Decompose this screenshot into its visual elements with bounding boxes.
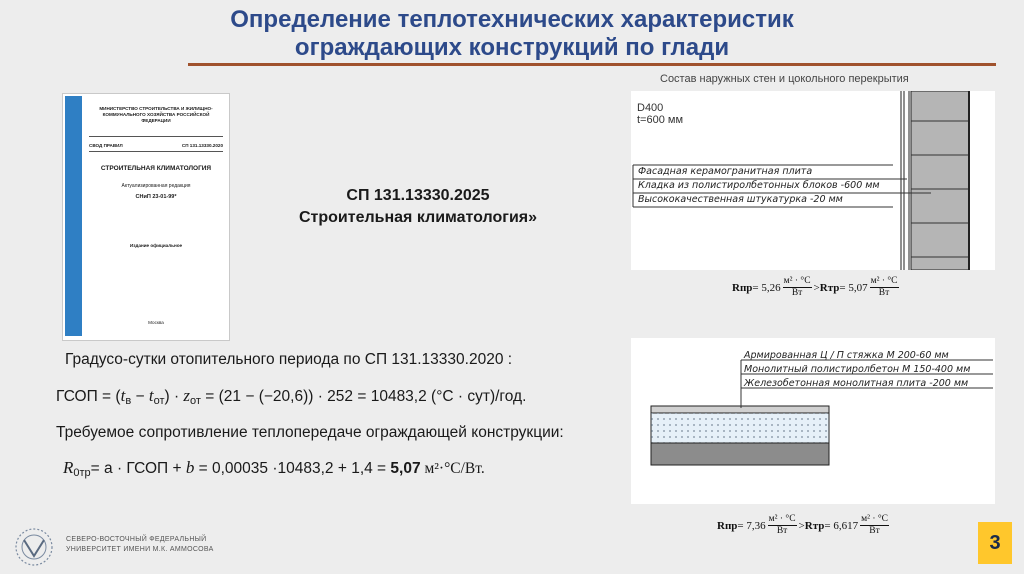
cover-code-right: СП 131.13330.2020 (181, 143, 223, 148)
university-name-line1: СЕВЕРО-ВОСТОЧНЫЙ ФЕДЕРАЛЬНЫЙ (66, 536, 207, 543)
wall-density: D400 (637, 102, 664, 114)
floor-resistance-formula (717, 514, 891, 537)
wall-layer-1: Фасадная керамогранитная плита (638, 166, 813, 177)
floor-unit-num: м² · °С (768, 514, 796, 524)
wall-density-label (637, 102, 683, 126)
floor-layer-2: Монолитный полистиролбетон М 150-400 мм (744, 364, 971, 375)
minus-sign: − (131, 388, 149, 405)
cover-divider (89, 136, 223, 137)
z-ot-subscript: от (190, 395, 201, 407)
floor-unit-den-2: Вт (869, 526, 880, 536)
floor-unit-fraction-2 (860, 514, 889, 537)
page-number-badge: 3 (978, 522, 1012, 564)
multiply-sign: ) · (164, 388, 184, 405)
t-ot-symbol: t (148, 386, 154, 405)
slide-title-line2: ограждающих конструкций по глади (294, 34, 730, 61)
wall-unit-den-2: Вт (878, 288, 890, 298)
university-name-line2: УНИВЕРСИТЕТ ИМЕНИ М.К. АММОСОВА (66, 546, 214, 553)
cover-code-left: СВОД ПРАВИЛ (89, 143, 123, 148)
floor-r-tr-value: = 6,617 (824, 519, 859, 532)
r0-value: 5,07 (390, 460, 421, 477)
wall-layer-3: Высококачественная штукатурка -20 мм (638, 194, 843, 205)
university-name (66, 535, 214, 555)
slide-title-line1: Определение теплотехнических характеристик (230, 6, 794, 33)
floor-unit-den: Вт (776, 526, 788, 536)
title-divider (188, 63, 996, 66)
slide-title (0, 6, 1024, 62)
z-ot-symbol: z (183, 386, 191, 405)
wall-r-pr: Rпр (732, 281, 753, 294)
floor-layer-1: Армированная Ц / П стяжка М 200-60 мм (744, 350, 949, 361)
standard-code: СП 131.13330.2025 (346, 187, 490, 204)
wall-r-pr-value: = 5,26 (752, 281, 781, 294)
standard-name: Строительная климатология» (298, 209, 538, 226)
wall-r-tr: Rтр (819, 281, 840, 294)
r0-symbol: R (63, 458, 74, 477)
r0-unit: м²·°С/Вт. (420, 460, 485, 477)
wall-resistance-formula (732, 276, 901, 299)
cover-snip: СНиП 23-01-99* (135, 194, 177, 200)
wall-gt: > (813, 281, 820, 294)
wall-r-tr-value: = 5,07 (839, 281, 868, 294)
degree-days-intro: Градусо-сутки отопительного периода по СП 131.13330.2020 : (65, 351, 513, 368)
floor-r-tr: Rтр (804, 519, 825, 532)
standard-title (238, 185, 598, 229)
b-symbol: b (185, 458, 195, 477)
university-logo-icon (10, 526, 58, 568)
wall-unit-num-2: м² · °С (870, 276, 898, 286)
cover-side-band (65, 96, 82, 336)
gsop-calculation: = (21 − (−20,6)) · 252 = 10483,2 (°С · сут)/год. (200, 388, 527, 405)
t-v-subscript: в (125, 395, 132, 407)
floor-layer-3: Железобетонная монолитная плита -200 мм (744, 378, 969, 389)
gsop-formula (56, 386, 526, 411)
cover-ministry: МИНИСТЕРСТВО СТРОИТЕЛЬСТВА И ЖИЛИЩНО-КОММУНАЛЬНОГО ХОЗЯЙСТВА РОССИЙСКОЙ ФЕДЕРАЦИИ (99, 106, 213, 123)
cover-official: Издание официальное (129, 243, 183, 248)
floor-section-svg (631, 338, 995, 504)
cover-code-row (89, 143, 223, 148)
r0-subscript: 0тр (73, 467, 91, 479)
wall-unit-fraction-2 (870, 276, 899, 299)
standard-book-cover (62, 93, 230, 341)
wall-thickness: t=600 мм (637, 114, 684, 126)
cover-edition: Актуализированная редакция (121, 183, 191, 189)
wall-unit-den: Вт (791, 288, 803, 298)
cover-city: Москва (148, 320, 164, 325)
gsop-label: ГСОП = ( (56, 388, 121, 405)
wall-unit-num: м² · °С (783, 276, 811, 286)
r0-calculation: = 0,00035 ·10483,2 + 1,4 = (194, 460, 391, 477)
floor-r-pr: Rпр (717, 519, 738, 532)
floor-unit-fraction (768, 514, 797, 537)
cover-divider (89, 151, 223, 152)
floor-gt: > (798, 519, 805, 532)
required-intro: Требуемое сопротивление теплопередаче ограждающей конструкции: (56, 424, 564, 441)
t-ot-subscript: от (153, 395, 165, 407)
wall-layer-2: Кладка из полистиролбетонных блоков -600 мм (638, 180, 880, 191)
cover-title: СТРОИТЕЛЬНАЯ КЛИМАТОЛОГИЯ (100, 165, 212, 172)
r0-formula (63, 458, 485, 483)
floor-unit-num-2: м² · °С (861, 514, 889, 524)
floor-r-pr-value: = 7,36 (737, 519, 766, 532)
wall-caption: Состав наружных стен и цокольного перекрытия (660, 73, 909, 85)
wall-unit-fraction (783, 276, 812, 299)
floor-section-drawing (631, 338, 995, 504)
t-v-symbol: t (120, 386, 126, 405)
r0-equation: = а · ГСОП + (90, 460, 186, 477)
